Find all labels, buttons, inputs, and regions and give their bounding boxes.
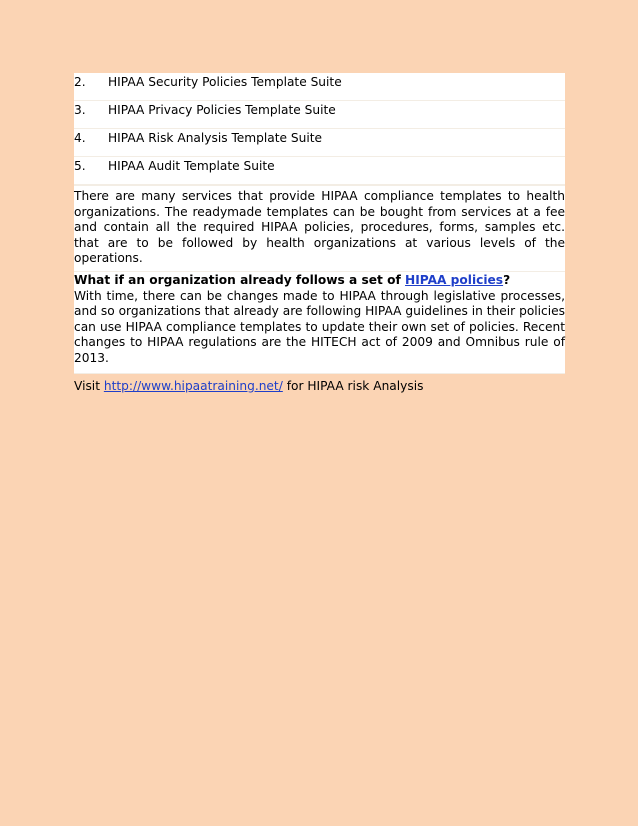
hipaatraining-link[interactable]: http://www.hipaatraining.net/: [103, 378, 283, 393]
visit-line: [74, 374, 565, 394]
list-item: [74, 73, 565, 101]
list-item: [74, 129, 565, 157]
list-label: HIPAA Privacy Policies Template Suite: [108, 103, 336, 117]
visit-suffix: for HIPAA risk Analysis: [282, 378, 424, 393]
content-box: [74, 73, 565, 374]
list-number: 5.: [74, 159, 86, 173]
list-number: 3.: [74, 103, 86, 117]
list-item: [74, 101, 565, 129]
list-label: HIPAA Security Policies Template Suite: [108, 75, 342, 89]
section-heading: [74, 273, 565, 289]
heading-prefix: What if an organization already follows a set of: [74, 272, 406, 287]
section-body: With time, there can be changes made to HIPAA through legislative processes, and so organizations that already are following HIPAA guidelines in their policies can use HIPAA compliance templates to update their own set of policies. Recent changes to HIPAA regulations are the HITECH act of 2009 and Omnibus rule of 2013.: [74, 288, 565, 365]
list-label: HIPAA Audit Template Suite: [108, 159, 275, 173]
list-number: 4.: [74, 131, 86, 145]
hipaa-policies-link[interactable]: HIPAA policies: [405, 272, 504, 287]
intro-paragraph: There are many services that provide HIPAA compliance templates to health organizations. The readymade templates can be bought from services at a fee and contain all the required HIPAA policies, procedures, forms, samples etc. that are to be followed by health organizations at various levels of the operations.: [74, 185, 565, 271]
document-content: [74, 73, 565, 394]
list-number: 2.: [74, 75, 86, 89]
visit-prefix: Visit: [74, 378, 104, 393]
policies-section: [74, 271, 565, 374]
list-item: [74, 157, 565, 185]
heading-suffix: ?: [503, 272, 511, 287]
list-label: HIPAA Risk Analysis Template Suite: [108, 131, 323, 145]
